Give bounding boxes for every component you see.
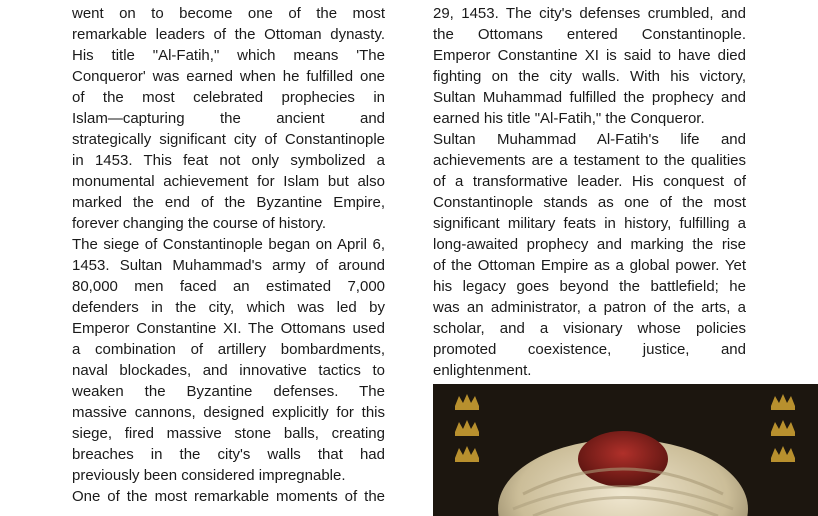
text-line: previously been considered impregnable. (72, 467, 346, 484)
text-line: monumental achievement for Islam but also (72, 173, 385, 190)
text-line: of the Ottoman Empire as a global power. Yet (433, 257, 746, 274)
text-line: His title "Al-Fatih," which means 'The (72, 47, 385, 64)
text-line: defenders in the city, which was led by (72, 299, 385, 316)
text-line: breaches in the city's walls that had (72, 446, 385, 463)
text-line: of the most celebrated prophecies in (72, 89, 385, 106)
text-line: Emperor Constantine XI is said to have died (433, 47, 746, 64)
text-line: achievements are a testament to the qualities (433, 152, 746, 169)
text-line: The siege of Constantinople began on April 6, (72, 236, 385, 253)
text-line: 29, 1453. The city's defenses crumbled, and (433, 5, 746, 22)
text-line: strategically significant city of Constantinople (72, 131, 385, 148)
crown-icon (455, 394, 479, 462)
text-line: 1453. Sultan Muhammad's army of around (72, 257, 385, 274)
text-line: his legacy goes beyond the battlefield; he (433, 278, 746, 295)
text-line: fighting on the city walls. With his victory, (433, 68, 746, 85)
text-line: Conqueror' was earned when he fulfilled one (72, 68, 385, 85)
text-line: scholar, and a visionary whose policies (433, 320, 746, 337)
text-line: promoted coexistence, justice, and (433, 341, 746, 358)
right-text-column (433, 3, 746, 381)
text-line: Emperor Constantine XI. The Ottomans used (72, 320, 385, 337)
text-line: marked the end of the Byzantine Empire, (72, 194, 385, 211)
text-line: the Ottomans entered Constantinople. (433, 26, 746, 43)
text-line: significant military feats in history, fulfilling a (433, 215, 746, 232)
text-line: naval blockades, and innovative tactics to (72, 362, 385, 379)
text-line: Islam—capturing the ancient and (72, 110, 385, 127)
text-line: One of the most remarkable moments of the (72, 488, 385, 505)
text-line: forever changing the course of history. (72, 215, 327, 232)
crown-icon (771, 394, 795, 462)
text-line: Sultan Muhammad fulfilled the prophecy and (433, 89, 746, 106)
text-line: 80,000 men faced an estimated 7,000 (72, 278, 385, 295)
text-line: earned his title "Al-Fatih," the Conqueror. (433, 110, 705, 127)
text-line: went on to become one of the most (72, 5, 385, 22)
text-line: Sultan Muhammad Al-Fatih's life and (433, 131, 746, 148)
text-line: a combination of artillery bombardments, (72, 341, 385, 358)
text-line: in 1453. This feat not only symbolized a (72, 152, 385, 169)
text-line: was an administrator, a patron of the arts, a (433, 299, 746, 316)
text-line: massive cannons, designed explicitly for this (72, 404, 385, 421)
text-line: siege, fired massive stone balls, creating (72, 425, 385, 442)
text-line: weaken the Byzantine defenses. The (72, 383, 385, 400)
text-line: enlightenment. (433, 362, 532, 379)
text-line: long-awaited prophecy and marking the rise (433, 236, 746, 253)
text-line: Constantinople stands as one of the most (433, 194, 746, 211)
sultan-portrait-image (433, 384, 818, 516)
text-line: of a transformative leader. His conquest of (433, 173, 746, 190)
left-text-column (72, 3, 385, 507)
text-line: remarkable leaders of the Ottoman dynasty. (72, 26, 385, 43)
